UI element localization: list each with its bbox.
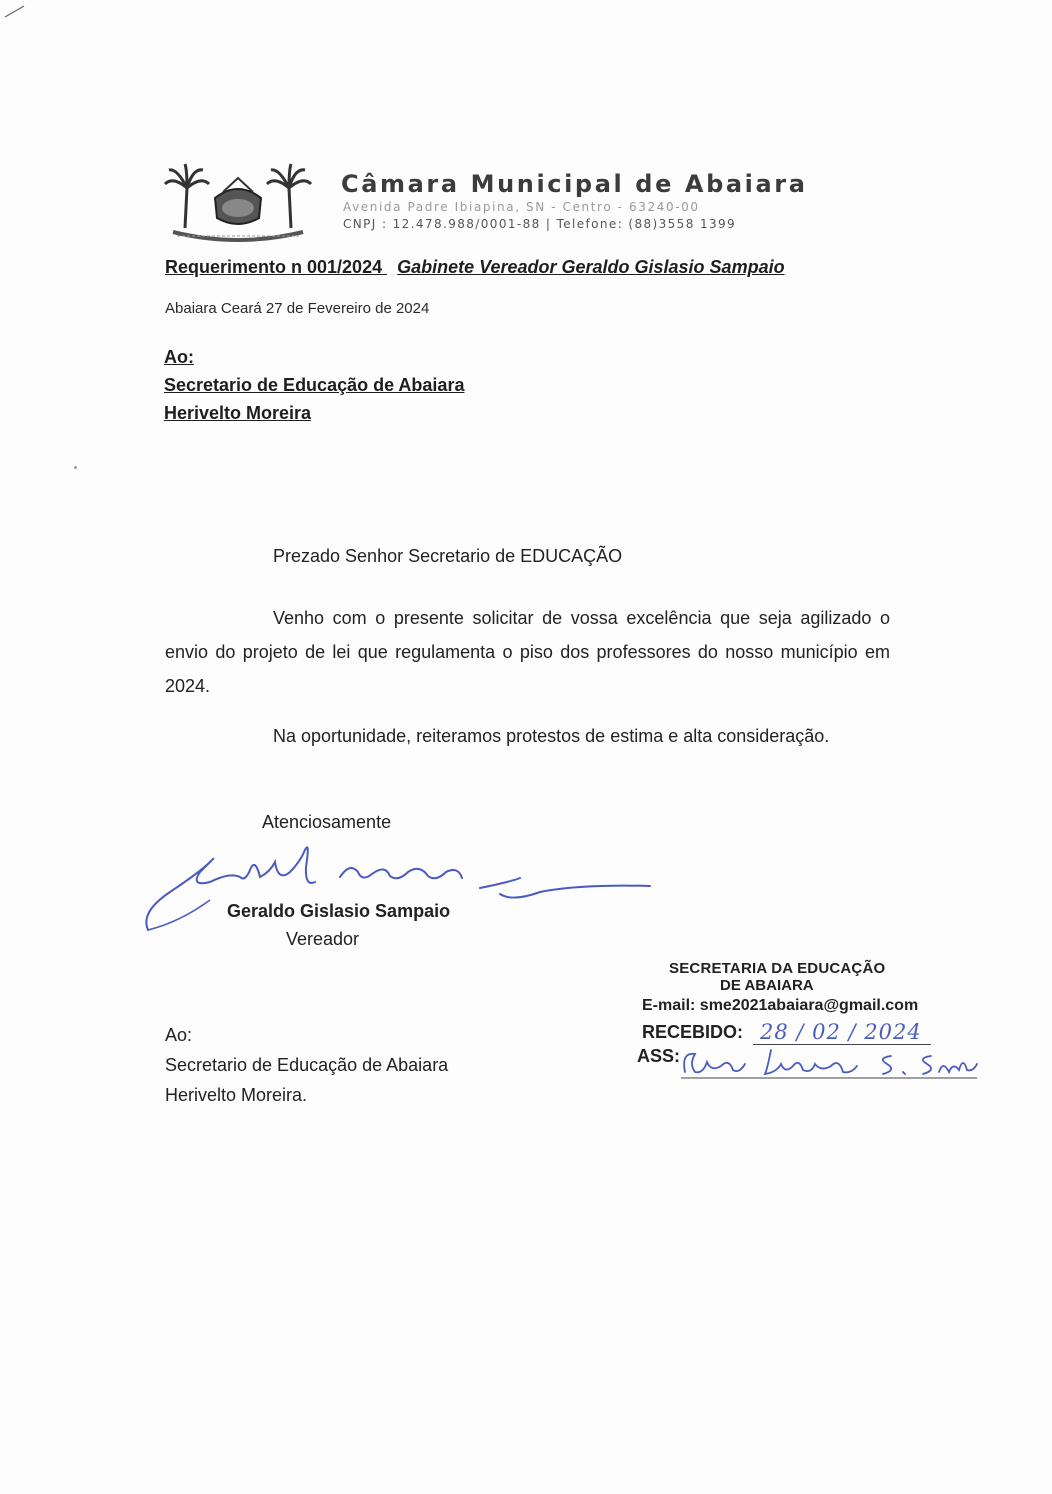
scan-artifact-dot xyxy=(74,466,77,469)
place-date: Abaiara Ceará 27 de Fevereiro de 2024 xyxy=(165,300,430,317)
addressee-block xyxy=(164,343,464,427)
body-paragraph-1-text: Venho com o presente solicitar de vossa excelência que seja agilizado o envio do projeto de lei que regulamenta o piso dos professores do nosso município em 2024. xyxy=(165,608,890,696)
chamber-address: Avenida Padre Ibiapina, SN - Centro - 63240-00 xyxy=(343,200,700,214)
closing: Atenciosamente xyxy=(262,812,392,832)
signer-name: Geraldo Gislasio Sampaio xyxy=(227,901,451,921)
request-number: Requerimento n 001/2024 xyxy=(165,257,383,277)
stamp-department-line1: SECRETARIA DA EDUCAÇÃO xyxy=(669,960,886,977)
body-paragraph-2-text: Na oportunidade, reiteramos protestos de estima e alta consideração. xyxy=(273,726,830,746)
scan-artifact-mark xyxy=(4,4,26,18)
chamber-cnpj-phone: CNPJ : 12.478.988/0001-88 | Telefone: (88)3558 1399 xyxy=(343,217,737,231)
handwritten-signature xyxy=(140,842,660,942)
footer-role: Secretario de Educação de Abaiara xyxy=(165,1055,449,1075)
stamp-received-date: 28 / 02 / 2024 xyxy=(760,1020,922,1044)
chamber-name: Câmara Municipal de Abaiara xyxy=(341,170,808,198)
request-title xyxy=(165,257,785,278)
receipt-stamp xyxy=(635,960,995,1090)
body-paragraph-1 xyxy=(165,601,890,703)
municipal-crest-logo xyxy=(163,158,313,244)
footer-to: Ao: xyxy=(165,1025,193,1045)
salutation: Prezado Senhor Secretario de EDUCAÇÃO xyxy=(273,546,623,566)
addressee-role: Secretario de Educação de Abaiara xyxy=(164,375,465,395)
footer-addressee xyxy=(165,1020,448,1110)
stamp-email: E-mail: sme2021abaiara@gmail.com xyxy=(642,997,919,1014)
stamp-receiver-signature xyxy=(681,1044,981,1084)
footer-name: Herivelto Moreira. xyxy=(165,1085,308,1105)
signer-role: Vereador xyxy=(286,929,360,949)
stamp-department-line2: DE ABAIARA xyxy=(720,977,814,994)
request-office: Gabinete Vereador Geraldo Gislasio Sampaio xyxy=(397,257,785,277)
body-paragraph-2 xyxy=(165,719,890,753)
letterhead xyxy=(163,158,883,248)
stamp-ass-label: ASS: xyxy=(637,1046,681,1066)
addressee-to: Ao: xyxy=(164,347,194,367)
stamp-received-label: RECEBIDO: xyxy=(642,1022,744,1042)
addressee-name: Herivelto Moreira xyxy=(164,403,312,423)
